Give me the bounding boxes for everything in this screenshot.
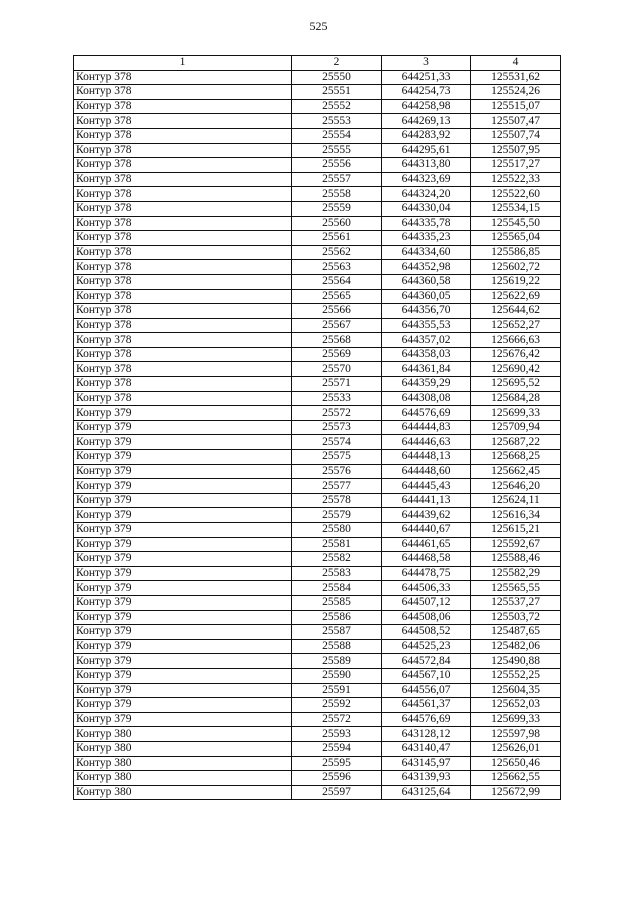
point-number-cell: 25564: [292, 274, 382, 289]
table-row: [74, 362, 561, 377]
y-coordinate-cell: 125662,45: [471, 464, 561, 479]
x-coordinate-cell: 644258,98: [382, 99, 471, 114]
y-coordinate-cell: 125646,20: [471, 479, 561, 494]
contour-name-cell: Контур 380: [74, 727, 292, 742]
table-row: [74, 464, 561, 479]
table-row: [74, 450, 561, 465]
y-coordinate-cell: 125503,72: [471, 610, 561, 625]
x-coordinate-cell: 644448,60: [382, 464, 471, 479]
x-coordinate-cell: 644440,67: [382, 523, 471, 538]
contour-name-cell: Контур 379: [74, 464, 292, 479]
x-coordinate-cell: 644576,69: [382, 712, 471, 727]
point-number-cell: 25572: [292, 406, 382, 421]
table-row: [74, 347, 561, 362]
x-coordinate-cell: 643139,93: [382, 771, 471, 786]
x-coordinate-cell: 643128,12: [382, 727, 471, 742]
table-row: [74, 756, 561, 771]
x-coordinate-cell: 644439,62: [382, 508, 471, 523]
x-coordinate-cell: 644334,60: [382, 245, 471, 260]
x-coordinate-cell: 643125,64: [382, 785, 471, 800]
column-header-1: 1: [74, 56, 292, 71]
x-coordinate-cell: 644444,83: [382, 420, 471, 435]
point-number-cell: 25533: [292, 391, 382, 406]
table-row: [74, 245, 561, 260]
x-coordinate-cell: 644295,61: [382, 143, 471, 158]
point-number-cell: 25570: [292, 362, 382, 377]
x-coordinate-cell: 644478,75: [382, 566, 471, 581]
x-coordinate-cell: 644525,23: [382, 639, 471, 654]
contour-name-cell: Контур 379: [74, 552, 292, 567]
table-row: [74, 391, 561, 406]
point-number-cell: 25591: [292, 683, 382, 698]
table-row: [74, 99, 561, 114]
table-row: [74, 741, 561, 756]
table-row: [74, 493, 561, 508]
x-coordinate-cell: 644323,69: [382, 172, 471, 187]
contour-name-cell: Контур 378: [74, 114, 292, 129]
contour-name-cell: Контур 378: [74, 260, 292, 275]
x-coordinate-cell: 644356,70: [382, 304, 471, 319]
contour-name-cell: Контур 378: [74, 377, 292, 392]
contour-name-cell: Контур 378: [74, 158, 292, 173]
contour-name-cell: Контур 379: [74, 625, 292, 640]
y-coordinate-cell: 125602,72: [471, 260, 561, 275]
y-coordinate-cell: 125695,52: [471, 377, 561, 392]
table-row: [74, 260, 561, 275]
y-coordinate-cell: 125524,26: [471, 85, 561, 100]
y-coordinate-cell: 125582,29: [471, 566, 561, 581]
contour-name-cell: Контур 379: [74, 420, 292, 435]
x-coordinate-cell: 643145,97: [382, 756, 471, 771]
point-number-cell: 25552: [292, 99, 382, 114]
table-row: [74, 304, 561, 319]
y-coordinate-cell: 125565,04: [471, 231, 561, 246]
contour-name-cell: Контур 378: [74, 245, 292, 260]
table-row: [74, 216, 561, 231]
x-coordinate-cell: 644446,63: [382, 435, 471, 450]
contour-name-cell: Контур 378: [74, 216, 292, 231]
y-coordinate-cell: 125522,33: [471, 172, 561, 187]
page-number: 525: [309, 19, 328, 33]
table-row: [74, 274, 561, 289]
y-coordinate-cell: 125709,94: [471, 420, 561, 435]
y-coordinate-cell: 125507,95: [471, 143, 561, 158]
x-coordinate-cell: 644313,80: [382, 158, 471, 173]
x-coordinate-cell: 644308,08: [382, 391, 471, 406]
point-number-cell: 25559: [292, 201, 382, 216]
point-number-cell: 25562: [292, 245, 382, 260]
contour-name-cell: Контур 378: [74, 289, 292, 304]
contour-name-cell: Контур 379: [74, 595, 292, 610]
x-coordinate-cell: 644576,69: [382, 406, 471, 421]
point-number-cell: 25575: [292, 450, 382, 465]
contour-name-cell: Контур 379: [74, 581, 292, 596]
contour-name-cell: Контур 380: [74, 741, 292, 756]
contour-name-cell: Контур 379: [74, 406, 292, 421]
y-coordinate-cell: 125604,35: [471, 683, 561, 698]
y-coordinate-cell: 125531,62: [471, 70, 561, 85]
contour-name-cell: Контур 379: [74, 683, 292, 698]
x-coordinate-cell: 644507,12: [382, 595, 471, 610]
contour-name-cell: Контур 378: [74, 391, 292, 406]
y-coordinate-cell: 125644,62: [471, 304, 561, 319]
table-row: [74, 70, 561, 85]
y-coordinate-cell: 125687,22: [471, 435, 561, 450]
y-coordinate-cell: 125507,47: [471, 114, 561, 129]
x-coordinate-cell: 644445,43: [382, 479, 471, 494]
table-row: [74, 639, 561, 654]
point-number-cell: 25571: [292, 377, 382, 392]
point-number-cell: 25573: [292, 420, 382, 435]
y-coordinate-cell: 125482,06: [471, 639, 561, 654]
table-row: [74, 581, 561, 596]
table-row: [74, 143, 561, 158]
x-coordinate-cell: 644355,53: [382, 318, 471, 333]
y-coordinate-cell: 125515,07: [471, 99, 561, 114]
point-number-cell: 25583: [292, 566, 382, 581]
x-coordinate-cell: 644508,52: [382, 625, 471, 640]
point-number-cell: 25586: [292, 610, 382, 625]
x-coordinate-cell: 644506,33: [382, 581, 471, 596]
table-row: [74, 552, 561, 567]
contour-name-cell: Контур 379: [74, 479, 292, 494]
table-row: [74, 158, 561, 173]
point-number-cell: 25555: [292, 143, 382, 158]
point-number-cell: 25563: [292, 260, 382, 275]
table-row: [74, 698, 561, 713]
y-coordinate-cell: 125597,98: [471, 727, 561, 742]
x-coordinate-cell: 644441,13: [382, 493, 471, 508]
y-coordinate-cell: 125616,34: [471, 508, 561, 523]
x-coordinate-cell: 644330,04: [382, 201, 471, 216]
y-coordinate-cell: 125684,28: [471, 391, 561, 406]
table-row: [74, 318, 561, 333]
x-coordinate-cell: 644461,65: [382, 537, 471, 552]
table-row: [74, 479, 561, 494]
point-number-cell: 25596: [292, 771, 382, 786]
contour-name-cell: Контур 379: [74, 566, 292, 581]
point-number-cell: 25572: [292, 712, 382, 727]
contour-name-cell: Контур 378: [74, 172, 292, 187]
x-coordinate-cell: 644361,84: [382, 362, 471, 377]
point-number-cell: 25579: [292, 508, 382, 523]
y-coordinate-cell: 125537,27: [471, 595, 561, 610]
point-number-cell: 25592: [292, 698, 382, 713]
table-row: [74, 289, 561, 304]
y-coordinate-cell: 125565,55: [471, 581, 561, 596]
y-coordinate-cell: 125588,46: [471, 552, 561, 567]
y-coordinate-cell: 125668,25: [471, 450, 561, 465]
point-number-cell: 25565: [292, 289, 382, 304]
contour-name-cell: Контур 378: [74, 274, 292, 289]
x-coordinate-cell: 644251,33: [382, 70, 471, 85]
point-number-cell: 25557: [292, 172, 382, 187]
point-number-cell: 25578: [292, 493, 382, 508]
x-coordinate-cell: 644324,20: [382, 187, 471, 202]
point-number-cell: 25560: [292, 216, 382, 231]
table-row: [74, 537, 561, 552]
contour-name-cell: Контур 379: [74, 639, 292, 654]
y-coordinate-cell: 125534,15: [471, 201, 561, 216]
table-row: [74, 566, 561, 581]
contour-name-cell: Контур 378: [74, 70, 292, 85]
y-coordinate-cell: 125699,33: [471, 712, 561, 727]
table-row: [74, 508, 561, 523]
x-coordinate-cell: 644468,58: [382, 552, 471, 567]
point-number-cell: 25551: [292, 85, 382, 100]
contour-name-cell: Контур 380: [74, 771, 292, 786]
point-number-cell: 25580: [292, 523, 382, 538]
x-coordinate-cell: 644254,73: [382, 85, 471, 100]
table-header-row: [74, 56, 561, 71]
point-number-cell: 25582: [292, 552, 382, 567]
contour-name-cell: Контур 378: [74, 99, 292, 114]
x-coordinate-cell: 644359,29: [382, 377, 471, 392]
column-header-2: 2: [292, 56, 382, 71]
x-coordinate-cell: 644352,98: [382, 260, 471, 275]
contour-name-cell: Контур 379: [74, 668, 292, 683]
contour-name-cell: Контур 379: [74, 435, 292, 450]
point-number-cell: 25589: [292, 654, 382, 669]
contour-name-cell: Контур 379: [74, 508, 292, 523]
x-coordinate-cell: 644335,23: [382, 231, 471, 246]
point-number-cell: 25595: [292, 756, 382, 771]
contour-name-cell: Контур 379: [74, 712, 292, 727]
table-row: [74, 128, 561, 143]
point-number-cell: 25588: [292, 639, 382, 654]
contour-name-cell: Контур 379: [74, 537, 292, 552]
y-coordinate-cell: 125690,42: [471, 362, 561, 377]
table-row: [74, 683, 561, 698]
point-number-cell: 25566: [292, 304, 382, 319]
table-row: [74, 114, 561, 129]
y-coordinate-cell: 125487,65: [471, 625, 561, 640]
contour-name-cell: Контур 378: [74, 201, 292, 216]
contour-name-cell: Контур 378: [74, 362, 292, 377]
x-coordinate-cell: 644556,07: [382, 683, 471, 698]
table-row: [74, 668, 561, 683]
point-number-cell: 25594: [292, 741, 382, 756]
y-coordinate-cell: 125626,01: [471, 741, 561, 756]
table-row: [74, 595, 561, 610]
contour-name-cell: Контур 378: [74, 231, 292, 246]
contour-name-cell: Контур 378: [74, 347, 292, 362]
table-row: [74, 771, 561, 786]
y-coordinate-cell: 125507,74: [471, 128, 561, 143]
point-number-cell: 25585: [292, 595, 382, 610]
contour-name-cell: Контур 379: [74, 698, 292, 713]
table-row: [74, 377, 561, 392]
table-row: [74, 727, 561, 742]
point-number-cell: 25597: [292, 785, 382, 800]
x-coordinate-cell: 644360,58: [382, 274, 471, 289]
point-number-cell: 25590: [292, 668, 382, 683]
point-number-cell: 25558: [292, 187, 382, 202]
point-number-cell: 25593: [292, 727, 382, 742]
y-coordinate-cell: 125517,27: [471, 158, 561, 173]
table-row: [74, 523, 561, 538]
point-number-cell: 25577: [292, 479, 382, 494]
table-row: [74, 785, 561, 800]
point-number-cell: 25553: [292, 114, 382, 129]
x-coordinate-cell: 644508,06: [382, 610, 471, 625]
contour-name-cell: Контур 380: [74, 756, 292, 771]
contour-name-cell: Контур 378: [74, 333, 292, 348]
x-coordinate-cell: 644561,37: [382, 698, 471, 713]
x-coordinate-cell: 644283,92: [382, 128, 471, 143]
table-row: [74, 712, 561, 727]
contour-name-cell: Контур 378: [74, 304, 292, 319]
y-coordinate-cell: 125622,69: [471, 289, 561, 304]
x-coordinate-cell: 644360,05: [382, 289, 471, 304]
point-number-cell: 25576: [292, 464, 382, 479]
y-coordinate-cell: 125652,27: [471, 318, 561, 333]
table-row: [74, 85, 561, 100]
y-coordinate-cell: 125624,11: [471, 493, 561, 508]
point-number-cell: 25556: [292, 158, 382, 173]
point-number-cell: 25568: [292, 333, 382, 348]
column-header-4: 4: [471, 56, 561, 71]
contour-name-cell: Контур 379: [74, 654, 292, 669]
y-coordinate-cell: 125676,42: [471, 347, 561, 362]
x-coordinate-cell: 644357,02: [382, 333, 471, 348]
y-coordinate-cell: 125615,21: [471, 523, 561, 538]
table-row: [74, 610, 561, 625]
y-coordinate-cell: 125672,99: [471, 785, 561, 800]
y-coordinate-cell: 125699,33: [471, 406, 561, 421]
table-row: [74, 201, 561, 216]
table-row: [74, 435, 561, 450]
contour-name-cell: Контур 379: [74, 610, 292, 625]
contour-name-cell: Контур 379: [74, 523, 292, 538]
contour-name-cell: Контур 378: [74, 85, 292, 100]
y-coordinate-cell: 125586,85: [471, 245, 561, 260]
table-row: [74, 333, 561, 348]
table-row: [74, 172, 561, 187]
table-row: [74, 187, 561, 202]
table-row: [74, 654, 561, 669]
table-row: [74, 231, 561, 246]
contour-name-cell: Контур 379: [74, 450, 292, 465]
contour-name-cell: Контур 378: [74, 318, 292, 333]
y-coordinate-cell: 125650,46: [471, 756, 561, 771]
contour-name-cell: Контур 379: [74, 493, 292, 508]
column-header-3: 3: [382, 56, 471, 71]
y-coordinate-cell: 125545,50: [471, 216, 561, 231]
point-number-cell: 25587: [292, 625, 382, 640]
point-number-cell: 25561: [292, 231, 382, 246]
contour-name-cell: Контур 378: [74, 187, 292, 202]
table-body: [74, 70, 561, 800]
x-coordinate-cell: 644572,84: [382, 654, 471, 669]
point-number-cell: 25574: [292, 435, 382, 450]
coordinates-table: [73, 55, 561, 800]
x-coordinate-cell: 644448,13: [382, 450, 471, 465]
contour-name-cell: Контур 378: [74, 128, 292, 143]
point-number-cell: 25569: [292, 347, 382, 362]
table-row: [74, 420, 561, 435]
y-coordinate-cell: 125490,88: [471, 654, 561, 669]
point-number-cell: 25581: [292, 537, 382, 552]
point-number-cell: 25554: [292, 128, 382, 143]
y-coordinate-cell: 125662,55: [471, 771, 561, 786]
y-coordinate-cell: 125666,63: [471, 333, 561, 348]
y-coordinate-cell: 125522,60: [471, 187, 561, 202]
point-number-cell: 25550: [292, 70, 382, 85]
table-row: [74, 625, 561, 640]
x-coordinate-cell: 643140,47: [382, 741, 471, 756]
y-coordinate-cell: 125619,22: [471, 274, 561, 289]
x-coordinate-cell: 644335,78: [382, 216, 471, 231]
point-number-cell: 25567: [292, 318, 382, 333]
contour-name-cell: Контур 378: [74, 143, 292, 158]
x-coordinate-cell: 644567,10: [382, 668, 471, 683]
x-coordinate-cell: 644358,03: [382, 347, 471, 362]
point-number-cell: 25584: [292, 581, 382, 596]
table-row: [74, 406, 561, 421]
x-coordinate-cell: 644269,13: [382, 114, 471, 129]
y-coordinate-cell: 125592,67: [471, 537, 561, 552]
contour-name-cell: Контур 380: [74, 785, 292, 800]
y-coordinate-cell: 125552,25: [471, 668, 561, 683]
y-coordinate-cell: 125652,03: [471, 698, 561, 713]
